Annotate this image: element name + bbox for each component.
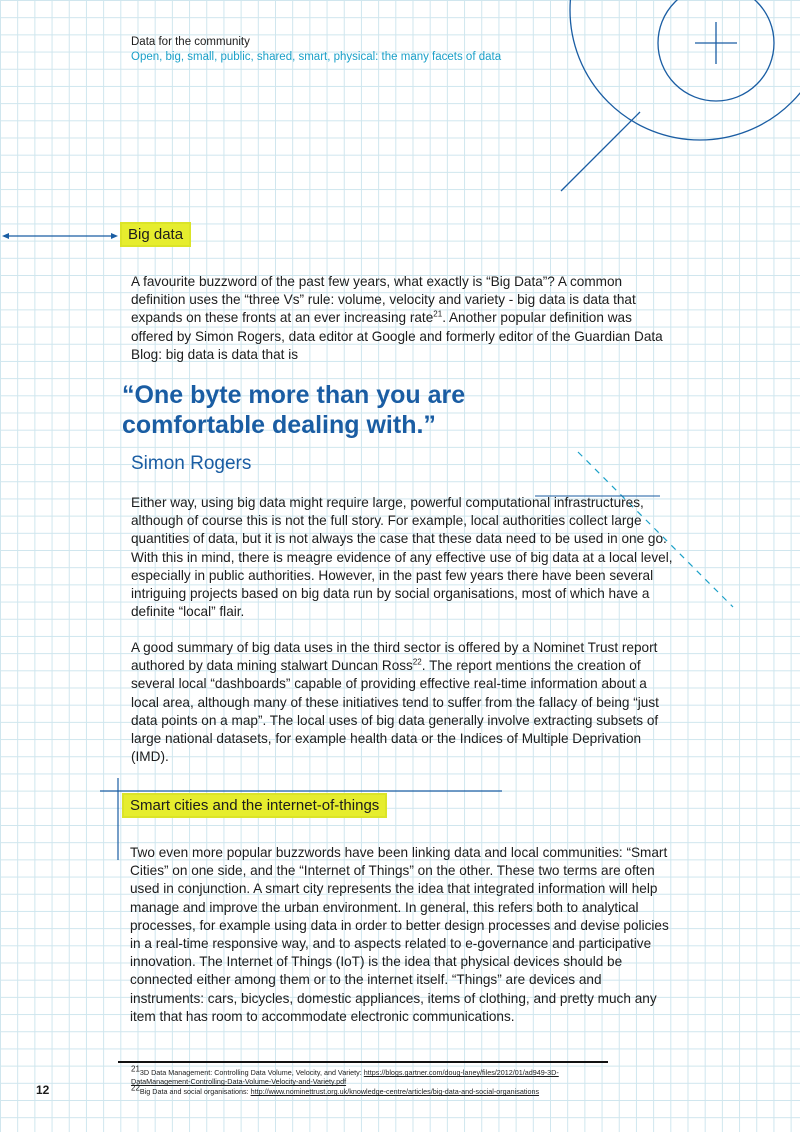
footnote-ref-21[interactable]: 21 bbox=[433, 309, 443, 319]
paragraph-smart-cities-iot: Two even more popular buzzwords have been linking data and local communities: “Smart Cities” on one side, and the “Internet of Things” on the other. These two terms are often used in conjunction. A smart city represents the idea that integrated information will help manage and improve the urban environment. In general, this refers both to analytical processes, for example using data in order to better design processes and devise policies in a real-time responsive way, and to aspects related to e-governance and participative innovation. The Internet of Things (IoT) is the idea that physical devices should be connected either among them or to the internet itself. “Things” are devices and instruments: cars, bicycles, domestic appliances, items of clothing, and pretty much any item that has room to accommodate electronic communications. bbox=[130, 845, 669, 1024]
footnote-22: $^{22}$Big Data and social organisations: http://www.nominettrust.org.uk/knowledge-centre/articles/big-data-and-social-organisations bbox=[131, 1083, 540, 1096]
footnote-21: $^{21}$3D Data Management: Controlling Data Volume, Velocity, and Variety: https://blogs.gartner.com/doug-laney/files/2012/01/ad949-3D-DataManagement-Controlling-Data-Volume-Velocity-and-Variety.pdf bbox=[131, 1064, 559, 1086]
footnote-ref-22[interactable]: 22 bbox=[412, 657, 422, 667]
quote-author: Simon Rogers bbox=[131, 453, 252, 474]
diagonal-line-decoration bbox=[561, 112, 640, 191]
pull-quote: “One byte more than you are comfortable dealing with.” bbox=[122, 381, 466, 439]
large-circle-decoration bbox=[570, 0, 800, 140]
paragraph-big-data-third-sector: A good summary of big data uses in the third sector is offered by a Nominet Trust report authored by data mining stalwart Duncan Ross$^{22}$. The report mentions the creation of several local “dashboards” capable of providing effective real-time information about a local area, although many of these initiatives tend to suffer from the fallacy of being “just data points on a map”. The local uses of big data generally involve extracting subsets of large national datasets, for example health data or the Indices of Multiple Deprivation (IMD). bbox=[131, 640, 659, 765]
running-header-subtitle: Open, big, small, public, shared, smart, physical: the many facets of data bbox=[131, 51, 502, 63]
footnote-21-link[interactable]: https://blogs.gartner.com/doug-laney/files/2012/01/ad949-3D-DataManagement-Controlling-Data-Volume-Velocity-and-Variety.pdf bbox=[131, 1068, 559, 1086]
section-heading-smart-cities: Smart cities and the internet-of-things bbox=[122, 793, 387, 818]
paragraph-big-data-local: Either way, using big data might require large, powerful computational infrastructures, although of course this is not the full story. For example, local authorities collect large quantities of data, but it is not always the case that these data need to be used in one go. With this in mind, there is meagre evidence of any effective use of big data at a local level, especially in public authorities. However, in the past few years there have been several intriguing projects based on big data run by social organisations, most of which have a definite “local” flair. bbox=[131, 495, 673, 620]
section-heading-big-data: Big data bbox=[120, 222, 191, 247]
double-arrow-icon bbox=[2, 233, 118, 239]
running-header-title: Data for the community bbox=[131, 36, 250, 48]
footnote-divider bbox=[118, 1061, 608, 1063]
footnote-22-link[interactable]: http://www.nominettrust.org.uk/knowledge-centre/articles/big-data-and-social-organisations bbox=[250, 1087, 540, 1096]
page-number: 12 bbox=[36, 1083, 50, 1097]
paragraph-big-data-definition: A favourite buzzword of the past few years, what exactly is “Big Data”? A common definition uses the “three Vs” rule: volume, velocity and variety - big data is data that expands on these fronts at an ever increasing rate$^{21}$. Another popular definition was offered by Simon Rogers, data editor at Google and formerly editor of the Guardian Data Blog: big data is data that is bbox=[131, 274, 663, 362]
